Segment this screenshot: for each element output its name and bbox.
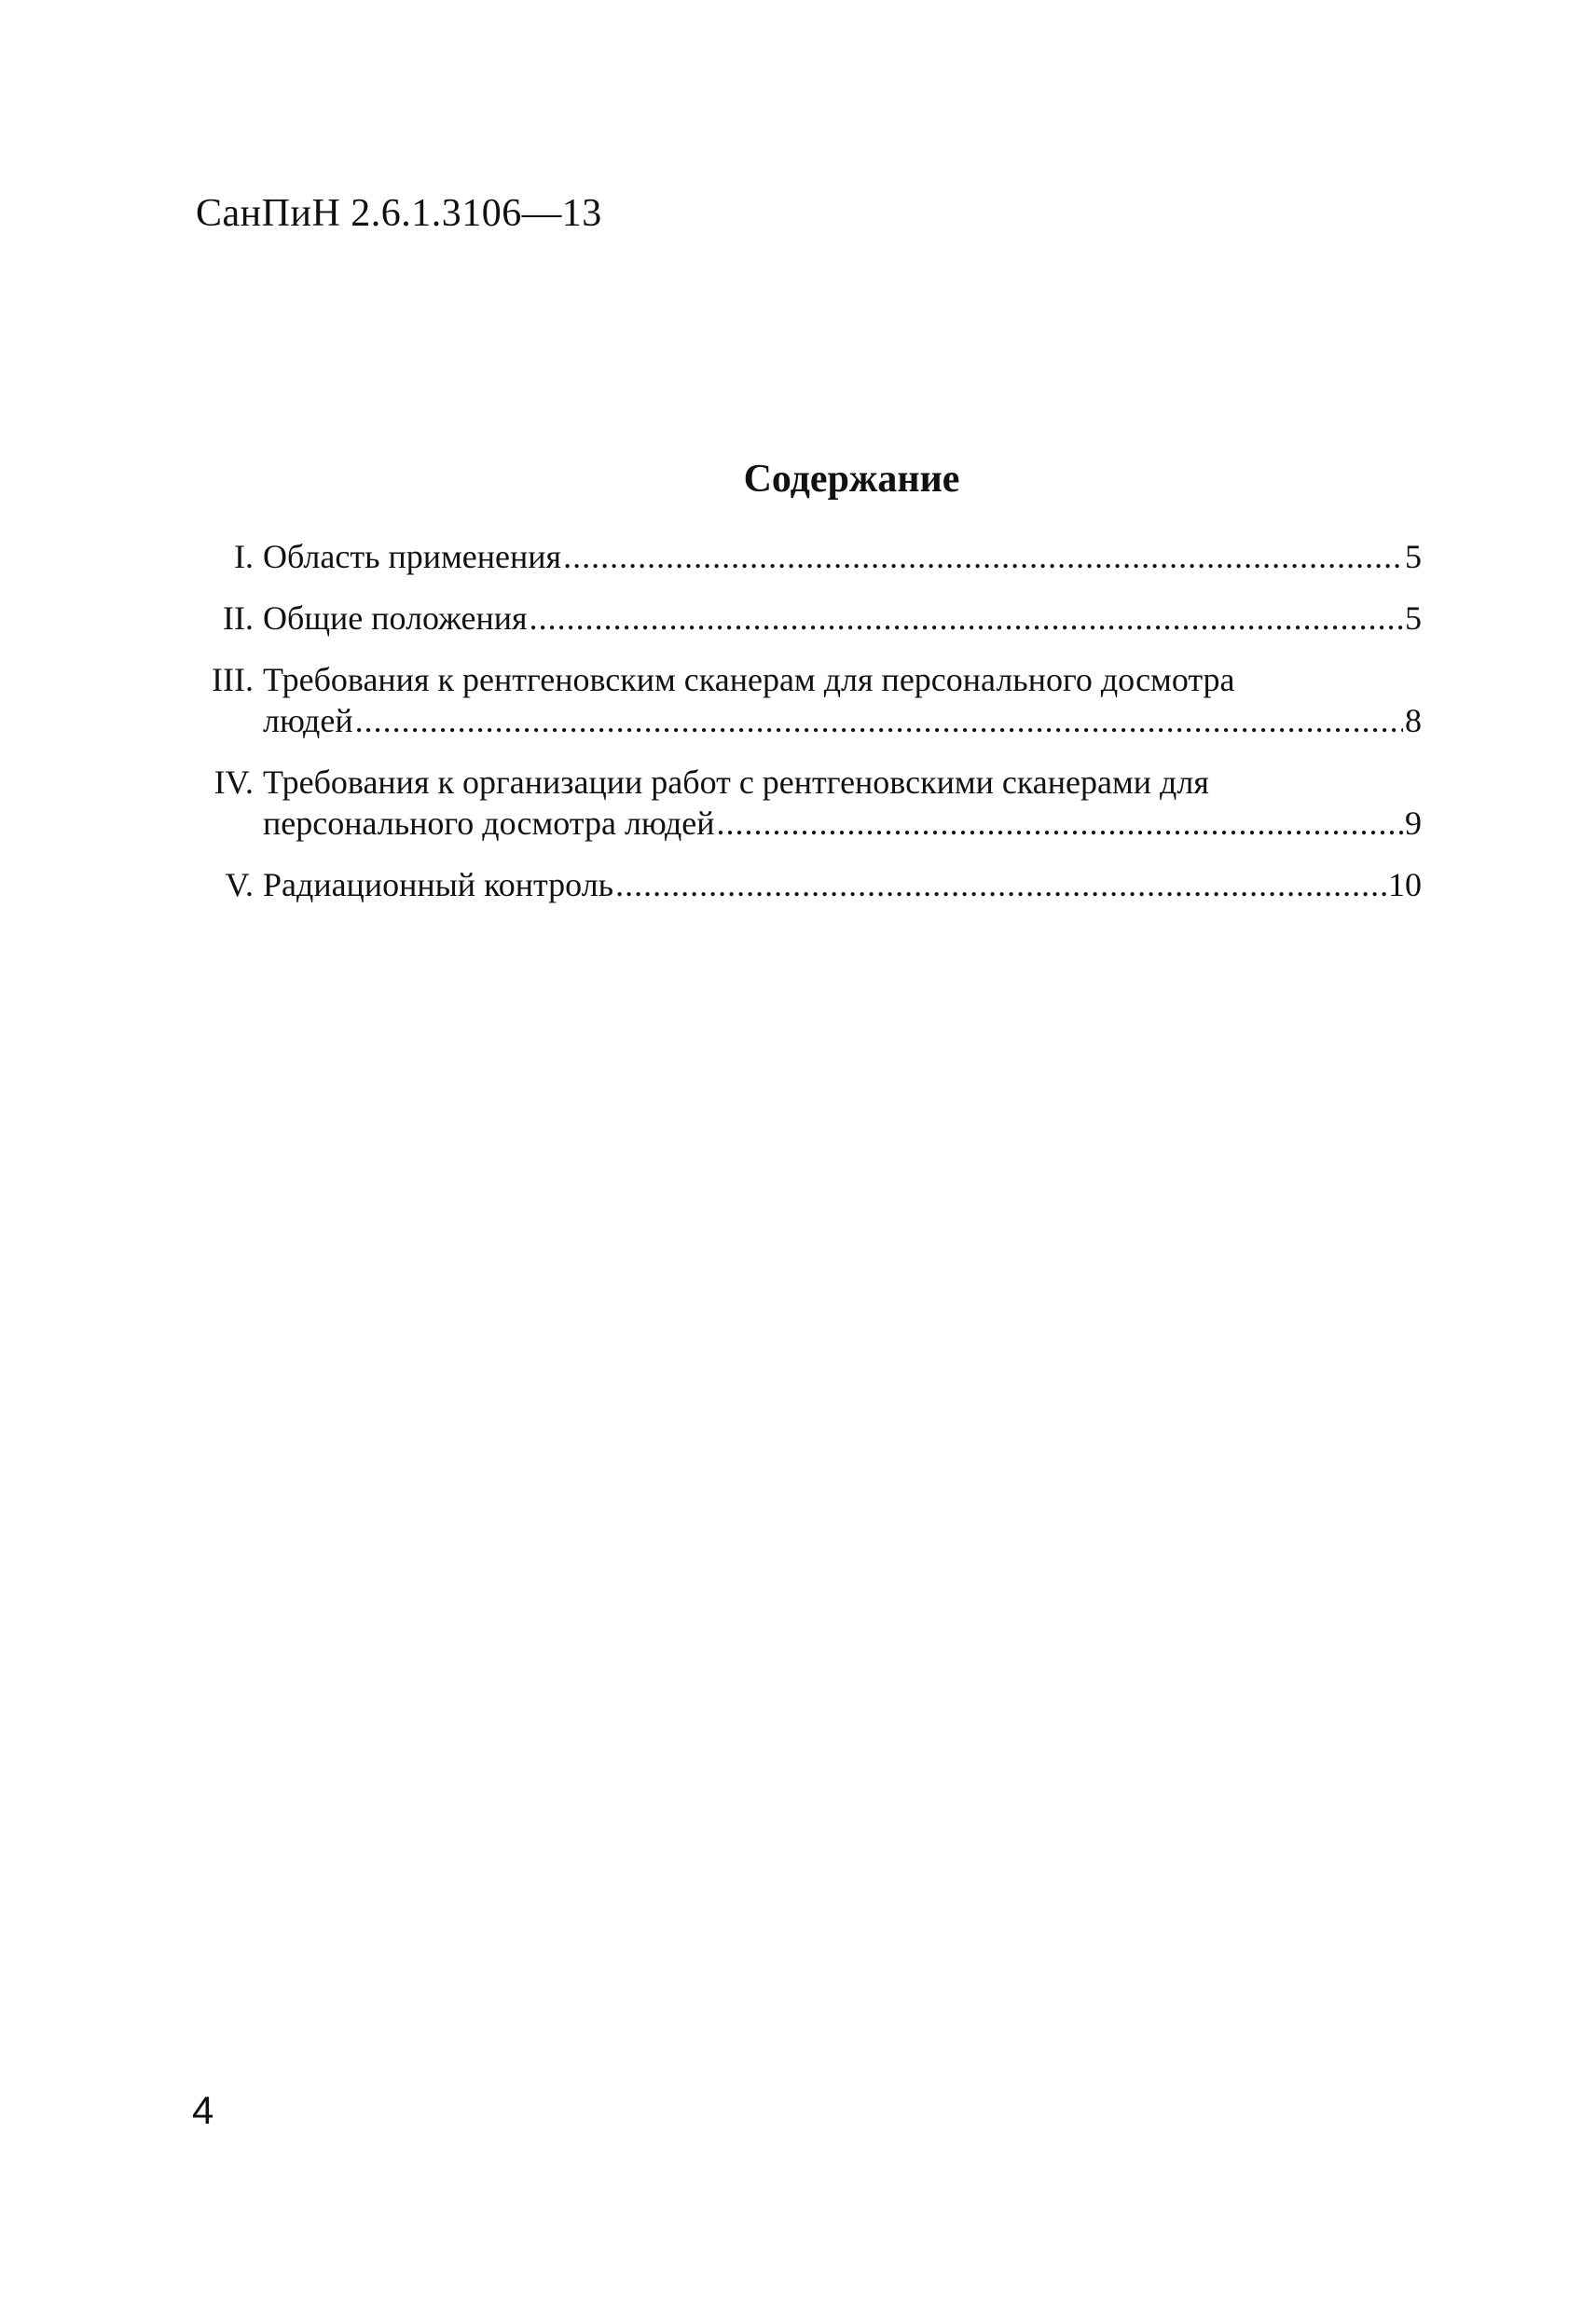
table-of-contents bbox=[196, 536, 1422, 926]
toc-leader-dots bbox=[563, 536, 1403, 577]
toc-entry-number: IV. bbox=[213, 763, 254, 801]
toc-entry-title: Область применения bbox=[263, 538, 562, 575]
toc-entry-title: Общие положения bbox=[263, 599, 528, 637]
toc-entry-title: Радиационный контроль bbox=[263, 866, 614, 903]
toc-title: Содержание bbox=[743, 458, 960, 501]
toc-leader-dots bbox=[355, 700, 1403, 741]
toc-entry-page: 5 bbox=[1405, 538, 1422, 575]
toc-entry-title-line2: людей bbox=[263, 702, 353, 739]
toc-entry[interactable] bbox=[196, 864, 1422, 905]
toc-entry-title-line2: персонального досмотра людей bbox=[263, 805, 715, 842]
toc-entry[interactable] bbox=[196, 762, 1422, 844]
toc-entry-number: I. bbox=[234, 538, 254, 575]
toc-entry-number: II. bbox=[223, 599, 254, 637]
toc-entry-page: 10 bbox=[1388, 866, 1422, 903]
page-number: 4 bbox=[192, 2088, 214, 2132]
toc-entry-page: 8 bbox=[1405, 702, 1422, 739]
toc-entry-page: 9 bbox=[1405, 805, 1422, 842]
toc-leader-dots bbox=[530, 598, 1403, 639]
document-code: СанПиН 2.6.1.3106––13 bbox=[196, 192, 602, 235]
toc-entry[interactable] bbox=[196, 659, 1422, 741]
toc-entry-number: III. bbox=[212, 661, 254, 698]
toc-entry-title-line1: Требования к рентгеновским сканерам для персонального досмотра bbox=[263, 661, 1235, 698]
toc-leader-dots bbox=[717, 803, 1403, 844]
toc-leader-dots bbox=[615, 864, 1386, 905]
toc-entry-title-line1: Требования к организации работ с рентгеновскими сканерами для bbox=[263, 763, 1209, 801]
toc-entry-number: V. bbox=[225, 866, 254, 903]
toc-entry[interactable] bbox=[196, 598, 1422, 639]
toc-entry-page: 5 bbox=[1405, 599, 1422, 637]
toc-entry[interactable] bbox=[196, 536, 1422, 577]
